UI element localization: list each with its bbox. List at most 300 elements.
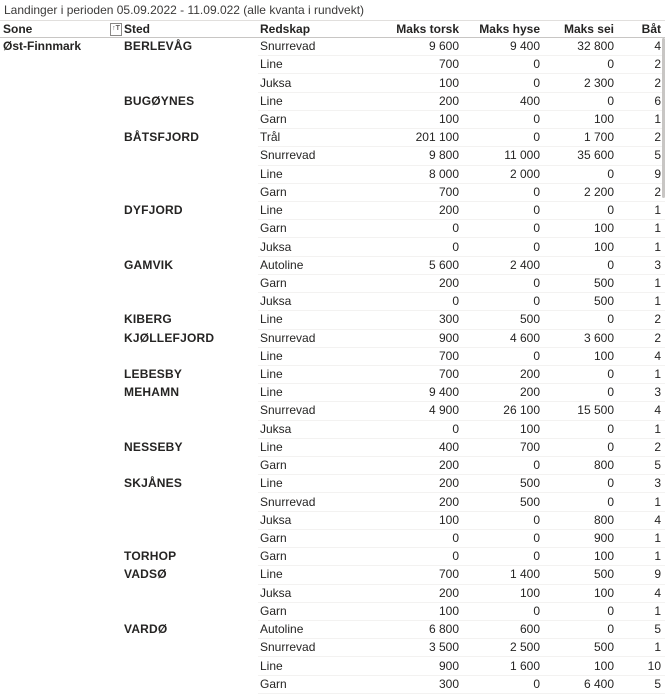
cell-maks-torsk: 9 800 bbox=[365, 147, 463, 165]
cell-bat: 1 bbox=[618, 602, 665, 620]
cell-maks-hyse: 0 bbox=[463, 74, 544, 92]
cell-maks-torsk: 4 900 bbox=[365, 402, 463, 420]
cell-bat: 1 bbox=[618, 493, 665, 511]
cell-maks-sei: 100 bbox=[544, 220, 618, 238]
cell-sted: DYFJORD bbox=[124, 203, 183, 218]
cell-redskap: Garn bbox=[258, 220, 365, 238]
cell-bat: 5 bbox=[618, 147, 665, 165]
cell-sone bbox=[0, 329, 124, 347]
cell-redskap: Juksa bbox=[258, 584, 365, 602]
column-header-sone[interactable] bbox=[0, 21, 124, 38]
cell-bat: 6 bbox=[618, 92, 665, 110]
cell-redskap: Juksa bbox=[258, 420, 365, 438]
table-row[interactable] bbox=[0, 584, 665, 602]
cell-redskap: Trål bbox=[258, 129, 365, 147]
cell-redskap: Snurrevad bbox=[258, 639, 365, 657]
cell-sted: VADSØ bbox=[124, 567, 167, 582]
cell-sone bbox=[0, 420, 124, 438]
table-row[interactable] bbox=[0, 402, 665, 420]
cell-bat: 1 bbox=[618, 365, 665, 383]
cell-sted bbox=[124, 511, 258, 529]
table-row[interactable] bbox=[0, 256, 665, 274]
cell-bat: 2 bbox=[618, 438, 665, 456]
column-header-maks-sei[interactable]: Maks sei bbox=[544, 21, 618, 38]
cell-sone bbox=[0, 293, 124, 311]
cell-maks-hyse: 0 bbox=[463, 201, 544, 219]
cell-maks-sei: 0 bbox=[544, 420, 618, 438]
cell-bat: 4 bbox=[618, 38, 665, 56]
table-row[interactable] bbox=[0, 220, 665, 238]
cell-sted bbox=[124, 602, 258, 620]
cell-maks-torsk: 0 bbox=[365, 220, 463, 238]
cell-maks-torsk: 100 bbox=[365, 74, 463, 92]
cell-sone bbox=[0, 183, 124, 201]
cell-sted: GAMVIK bbox=[124, 257, 174, 272]
cell-maks-torsk: 700 bbox=[365, 365, 463, 383]
cell-sted bbox=[124, 56, 258, 74]
cell-bat: 1 bbox=[618, 420, 665, 438]
cell-sted: KJØLLEFJORD bbox=[124, 330, 215, 345]
cell-sted: LEBESBY bbox=[124, 367, 183, 382]
cell-bat: 1 bbox=[618, 529, 665, 547]
cell-maks-hyse: 200 bbox=[463, 365, 544, 383]
cell-sone bbox=[0, 621, 124, 639]
table-row[interactable] bbox=[0, 238, 665, 256]
cell-redskap: Autoline bbox=[258, 621, 365, 639]
cell-maks-sei: 0 bbox=[544, 365, 618, 383]
cell-sted bbox=[124, 657, 258, 675]
cell-sted bbox=[124, 165, 258, 183]
cell-maks-hyse: 0 bbox=[463, 293, 544, 311]
cell-maks-hyse: 0 bbox=[463, 183, 544, 201]
table-row[interactable] bbox=[0, 384, 665, 402]
cell-sted: TORHOP bbox=[124, 549, 177, 564]
cell-maks-hyse: 600 bbox=[463, 621, 544, 639]
cell-sted bbox=[124, 274, 258, 292]
cell-redskap: Juksa bbox=[258, 238, 365, 256]
cell-maks-hyse: 500 bbox=[463, 475, 544, 493]
cell-bat: 4 bbox=[618, 511, 665, 529]
cell-sone bbox=[0, 74, 124, 92]
cell-sone bbox=[0, 256, 124, 274]
cell-redskap: Garn bbox=[258, 457, 365, 475]
cell-maks-sei: 100 bbox=[544, 657, 618, 675]
cell-maks-torsk: 3 500 bbox=[365, 639, 463, 657]
cell-maks-torsk: 9 600 bbox=[365, 38, 463, 56]
cell-sone: Øst-Finnmark bbox=[3, 39, 82, 54]
cell-maks-torsk: 700 bbox=[365, 56, 463, 74]
cell-maks-hyse: 0 bbox=[463, 548, 544, 566]
cell-redskap: Garn bbox=[258, 110, 365, 128]
cell-maks-sei: 15 500 bbox=[544, 402, 618, 420]
cell-maks-torsk: 201 100 bbox=[365, 129, 463, 147]
cell-sted bbox=[124, 639, 258, 657]
cell-maks-torsk: 5 600 bbox=[365, 256, 463, 274]
column-header-bat[interactable]: Båt bbox=[618, 21, 665, 38]
cell-bat: 4 bbox=[618, 347, 665, 365]
table-row[interactable] bbox=[0, 165, 665, 183]
cell-sone bbox=[0, 457, 124, 475]
cell-sted: NESSEBY bbox=[124, 439, 183, 454]
cell-maks-torsk: 6 800 bbox=[365, 621, 463, 639]
table-row[interactable] bbox=[0, 420, 665, 438]
table-row[interactable] bbox=[0, 183, 665, 201]
column-header-sted[interactable]: Sted bbox=[124, 21, 258, 38]
cell-bat: 4 bbox=[618, 584, 665, 602]
cell-bat: 2 bbox=[618, 183, 665, 201]
cell-sone bbox=[0, 238, 124, 256]
cell-sone bbox=[0, 548, 124, 566]
cell-redskap: Line bbox=[258, 311, 365, 329]
cell-sted: MEHAMN bbox=[124, 385, 180, 400]
cell-maks-torsk: 400 bbox=[365, 438, 463, 456]
table-row[interactable] bbox=[0, 365, 665, 383]
cell-redskap: Line bbox=[258, 201, 365, 219]
cell-maks-torsk: 100 bbox=[365, 602, 463, 620]
table-row[interactable] bbox=[0, 329, 665, 347]
cell-redskap: Line bbox=[258, 365, 365, 383]
cell-sone bbox=[0, 220, 124, 238]
cell-sted bbox=[124, 74, 258, 92]
cell-bat: 1 bbox=[618, 238, 665, 256]
cell-maks-torsk: 200 bbox=[365, 584, 463, 602]
table-row[interactable] bbox=[0, 602, 665, 620]
cell-redskap: Snurrevad bbox=[258, 329, 365, 347]
cell-maks-sei: 0 bbox=[544, 311, 618, 329]
table-row[interactable] bbox=[0, 56, 665, 74]
cell-maks-hyse: 0 bbox=[463, 511, 544, 529]
cell-maks-torsk: 200 bbox=[365, 493, 463, 511]
cell-sone bbox=[0, 639, 124, 657]
cell-maks-sei: 0 bbox=[544, 602, 618, 620]
cell-maks-sei: 500 bbox=[544, 639, 618, 657]
cell-bat: 2 bbox=[618, 56, 665, 74]
cell-sone bbox=[0, 129, 124, 147]
table-row[interactable] bbox=[0, 347, 665, 365]
cell-sone bbox=[0, 365, 124, 383]
cell-maks-sei: 100 bbox=[544, 238, 618, 256]
table-row[interactable] bbox=[0, 548, 665, 566]
cell-redskap: Autoline bbox=[258, 256, 365, 274]
sort-filter-icon[interactable]: ↑T bbox=[110, 23, 122, 36]
cell-maks-torsk: 100 bbox=[365, 511, 463, 529]
cell-redskap: Snurrevad bbox=[258, 147, 365, 165]
cell-redskap: Snurrevad bbox=[258, 402, 365, 420]
cell-sone bbox=[0, 529, 124, 547]
cell-bat: 9 bbox=[618, 566, 665, 584]
cell-maks-sei: 0 bbox=[544, 56, 618, 74]
cell-sone bbox=[0, 110, 124, 128]
table-row[interactable] bbox=[0, 438, 665, 456]
cell-maks-sei: 2 200 bbox=[544, 183, 618, 201]
table-row[interactable] bbox=[0, 38, 665, 56]
cell-maks-hyse: 0 bbox=[463, 220, 544, 238]
cell-redskap: Line bbox=[258, 475, 365, 493]
cell-sted bbox=[124, 110, 258, 128]
cell-maks-sei: 800 bbox=[544, 511, 618, 529]
cell-sone bbox=[0, 274, 124, 292]
cell-sone bbox=[0, 566, 124, 584]
cell-maks-hyse: 500 bbox=[463, 311, 544, 329]
cell-maks-hyse: 2 500 bbox=[463, 639, 544, 657]
cell-sted bbox=[124, 293, 258, 311]
cell-maks-sei: 1 700 bbox=[544, 129, 618, 147]
cell-maks-sei: 100 bbox=[544, 110, 618, 128]
cell-maks-hyse: 1 400 bbox=[463, 566, 544, 584]
cell-maks-torsk: 900 bbox=[365, 657, 463, 675]
table-row[interactable] bbox=[0, 493, 665, 511]
cell-maks-sei: 100 bbox=[544, 548, 618, 566]
cell-sted bbox=[124, 183, 258, 201]
cell-maks-hyse: 0 bbox=[463, 238, 544, 256]
cell-maks-torsk: 9 400 bbox=[365, 384, 463, 402]
cell-maks-sei: 800 bbox=[544, 457, 618, 475]
cell-redskap: Juksa bbox=[258, 74, 365, 92]
cell-maks-sei: 32 800 bbox=[544, 38, 618, 56]
cell-sone bbox=[0, 657, 124, 675]
cell-maks-torsk: 100 bbox=[365, 110, 463, 128]
cell-maks-hyse: 1 600 bbox=[463, 657, 544, 675]
cell-sted bbox=[124, 147, 258, 165]
table-row[interactable] bbox=[0, 201, 665, 219]
cell-maks-sei: 500 bbox=[544, 274, 618, 292]
table-row[interactable] bbox=[0, 657, 665, 675]
cell-maks-torsk: 0 bbox=[365, 238, 463, 256]
cell-maks-sei: 35 600 bbox=[544, 147, 618, 165]
cell-maks-hyse: 200 bbox=[463, 384, 544, 402]
cell-maks-torsk: 700 bbox=[365, 566, 463, 584]
cell-sone bbox=[0, 602, 124, 620]
cell-bat: 1 bbox=[618, 548, 665, 566]
column-header-maks-torsk[interactable]: Maks torsk bbox=[365, 21, 463, 38]
cell-maks-torsk: 8 000 bbox=[365, 165, 463, 183]
cell-bat: 5 bbox=[618, 621, 665, 639]
table-row[interactable] bbox=[0, 566, 665, 584]
cell-maks-sei: 3 600 bbox=[544, 329, 618, 347]
cell-maks-hyse: 500 bbox=[463, 493, 544, 511]
cell-maks-hyse: 2 400 bbox=[463, 256, 544, 274]
table-row[interactable] bbox=[0, 675, 665, 693]
cell-sone bbox=[0, 675, 124, 693]
cell-sone bbox=[0, 165, 124, 183]
table-row[interactable] bbox=[0, 147, 665, 165]
cell-sone bbox=[0, 402, 124, 420]
cell-sone bbox=[0, 347, 124, 365]
cell-maks-hyse: 11 000 bbox=[463, 147, 544, 165]
cell-maks-torsk: 200 bbox=[365, 201, 463, 219]
cell-maks-hyse: 0 bbox=[463, 274, 544, 292]
cell-redskap: Snurrevad bbox=[258, 493, 365, 511]
cell-sone bbox=[0, 493, 124, 511]
cell-maks-sei: 0 bbox=[544, 165, 618, 183]
cell-sone bbox=[0, 384, 124, 402]
cell-sted bbox=[124, 402, 258, 420]
cell-maks-hyse: 100 bbox=[463, 420, 544, 438]
cell-maks-sei: 0 bbox=[544, 92, 618, 110]
cell-maks-sei: 100 bbox=[544, 584, 618, 602]
cell-maks-sei: 6 400 bbox=[544, 675, 618, 693]
cell-bat: 2 bbox=[618, 74, 665, 92]
cell-bat: 2 bbox=[618, 329, 665, 347]
cell-redskap: Garn bbox=[258, 548, 365, 566]
cell-sone bbox=[0, 584, 124, 602]
cell-redskap: Line bbox=[258, 438, 365, 456]
cell-maks-torsk: 200 bbox=[365, 475, 463, 493]
cell-bat: 3 bbox=[618, 475, 665, 493]
table-row[interactable] bbox=[0, 274, 665, 292]
cell-redskap: Garn bbox=[258, 529, 365, 547]
cell-bat: 1 bbox=[618, 293, 665, 311]
cell-sted bbox=[124, 584, 258, 602]
cell-maks-hyse: 0 bbox=[463, 56, 544, 74]
cell-redskap: Snurrevad bbox=[258, 38, 365, 56]
table-row[interactable] bbox=[0, 529, 665, 547]
cell-maks-torsk: 200 bbox=[365, 457, 463, 475]
cell-maks-sei: 0 bbox=[544, 201, 618, 219]
cell-maks-torsk: 200 bbox=[365, 274, 463, 292]
cell-maks-hyse: 0 bbox=[463, 347, 544, 365]
cell-maks-hyse: 0 bbox=[463, 110, 544, 128]
cell-bat: 1 bbox=[618, 274, 665, 292]
cell-sted bbox=[124, 347, 258, 365]
landings-table bbox=[0, 21, 665, 694]
table-row[interactable] bbox=[0, 129, 665, 147]
cell-redskap: Line bbox=[258, 657, 365, 675]
cell-bat: 3 bbox=[618, 256, 665, 274]
cell-sted: VARDØ bbox=[124, 622, 168, 637]
cell-bat: 1 bbox=[618, 110, 665, 128]
cell-maks-sei: 0 bbox=[544, 475, 618, 493]
cell-redskap: Line bbox=[258, 347, 365, 365]
cell-sone bbox=[0, 147, 124, 165]
column-header-label: Sone bbox=[3, 22, 33, 36]
table-row[interactable] bbox=[0, 621, 665, 639]
cell-bat: 3 bbox=[618, 384, 665, 402]
cell-sted: KIBERG bbox=[124, 312, 172, 327]
cell-redskap: Garn bbox=[258, 675, 365, 693]
cell-redskap: Line bbox=[258, 56, 365, 74]
cell-sone bbox=[0, 475, 124, 493]
cell-bat: 5 bbox=[618, 457, 665, 475]
cell-sted bbox=[124, 220, 258, 238]
table-row[interactable] bbox=[0, 110, 665, 128]
cell-bat: 4 bbox=[618, 402, 665, 420]
cell-maks-hyse: 0 bbox=[463, 129, 544, 147]
cell-redskap: Garn bbox=[258, 274, 365, 292]
table-row[interactable] bbox=[0, 293, 665, 311]
cell-sted bbox=[124, 529, 258, 547]
cell-bat: 5 bbox=[618, 675, 665, 693]
cell-redskap: Line bbox=[258, 92, 365, 110]
cell-redskap: Line bbox=[258, 384, 365, 402]
cell-sted bbox=[124, 420, 258, 438]
cell-redskap: Garn bbox=[258, 183, 365, 201]
cell-bat: 1 bbox=[618, 220, 665, 238]
table-row[interactable] bbox=[0, 74, 665, 92]
table-row[interactable] bbox=[0, 311, 665, 329]
table-row[interactable] bbox=[0, 92, 665, 110]
column-header-maks-hyse[interactable]: Maks hyse bbox=[463, 21, 544, 38]
cell-sone bbox=[0, 92, 124, 110]
cell-sted: BUGØYNES bbox=[124, 93, 195, 108]
cell-maks-hyse: 0 bbox=[463, 457, 544, 475]
cell-maks-torsk: 300 bbox=[365, 675, 463, 693]
cell-maks-hyse: 0 bbox=[463, 675, 544, 693]
table-row[interactable] bbox=[0, 457, 665, 475]
cell-maks-torsk: 700 bbox=[365, 347, 463, 365]
cell-maks-hyse: 0 bbox=[463, 529, 544, 547]
header-row bbox=[0, 21, 665, 38]
cell-sted bbox=[124, 457, 258, 475]
cell-sone bbox=[0, 201, 124, 219]
cell-bat: 10 bbox=[618, 657, 665, 675]
cell-bat: 2 bbox=[618, 311, 665, 329]
cell-redskap: Juksa bbox=[258, 293, 365, 311]
cell-maks-sei: 0 bbox=[544, 256, 618, 274]
cell-maks-torsk: 0 bbox=[365, 548, 463, 566]
table-body bbox=[0, 38, 665, 694]
cell-sted bbox=[124, 238, 258, 256]
cell-bat: 1 bbox=[618, 639, 665, 657]
cell-maks-sei: 100 bbox=[544, 347, 618, 365]
cell-redskap: Juksa bbox=[258, 511, 365, 529]
cell-maks-sei: 0 bbox=[544, 621, 618, 639]
cell-sone bbox=[0, 438, 124, 456]
cell-maks-torsk: 200 bbox=[365, 92, 463, 110]
cell-sted: SKJÅNES bbox=[124, 476, 183, 491]
cell-maks-sei: 900 bbox=[544, 529, 618, 547]
table-row[interactable] bbox=[0, 511, 665, 529]
cell-maks-hyse: 9 400 bbox=[463, 38, 544, 56]
cell-redskap: Line bbox=[258, 165, 365, 183]
report-title: Landinger i perioden 05.09.2022 - 11.09.022 (alle kvanta i rundvekt) bbox=[0, 0, 665, 21]
cell-maks-hyse: 700 bbox=[463, 438, 544, 456]
cell-bat: 2 bbox=[618, 129, 665, 147]
cell-maks-hyse: 4 600 bbox=[463, 329, 544, 347]
cell-sted: BERLEVÅG bbox=[124, 39, 193, 54]
cell-bat: 1 bbox=[618, 201, 665, 219]
cell-sone bbox=[0, 511, 124, 529]
cell-maks-sei: 500 bbox=[544, 293, 618, 311]
cell-sone bbox=[0, 311, 124, 329]
cell-maks-torsk: 0 bbox=[365, 529, 463, 547]
cell-maks-hyse: 100 bbox=[463, 584, 544, 602]
cell-maks-sei: 0 bbox=[544, 384, 618, 402]
cell-redskap: Line bbox=[258, 566, 365, 584]
cell-sted bbox=[124, 493, 258, 511]
cell-maks-sei: 0 bbox=[544, 438, 618, 456]
cell-maks-hyse: 2 000 bbox=[463, 165, 544, 183]
cell-maks-hyse: 26 100 bbox=[463, 402, 544, 420]
cell-bat: 9 bbox=[618, 165, 665, 183]
cell-maks-hyse: 400 bbox=[463, 92, 544, 110]
cell-redskap: Garn bbox=[258, 602, 365, 620]
cell-maks-torsk: 700 bbox=[365, 183, 463, 201]
cell-sted bbox=[124, 675, 258, 693]
cell-maks-torsk: 900 bbox=[365, 329, 463, 347]
cell-maks-sei: 500 bbox=[544, 566, 618, 584]
cell-maks-sei: 0 bbox=[544, 493, 618, 511]
column-header-redskap[interactable]: Redskap bbox=[258, 21, 365, 38]
cell-maks-sei: 2 300 bbox=[544, 74, 618, 92]
cell-sted: BÅTSFJORD bbox=[124, 130, 200, 145]
cell-maks-torsk: 0 bbox=[365, 293, 463, 311]
cell-maks-torsk: 300 bbox=[365, 311, 463, 329]
table-row[interactable] bbox=[0, 475, 665, 493]
table-row[interactable] bbox=[0, 639, 665, 657]
cell-sone bbox=[0, 56, 124, 74]
cell-maks-hyse: 0 bbox=[463, 602, 544, 620]
